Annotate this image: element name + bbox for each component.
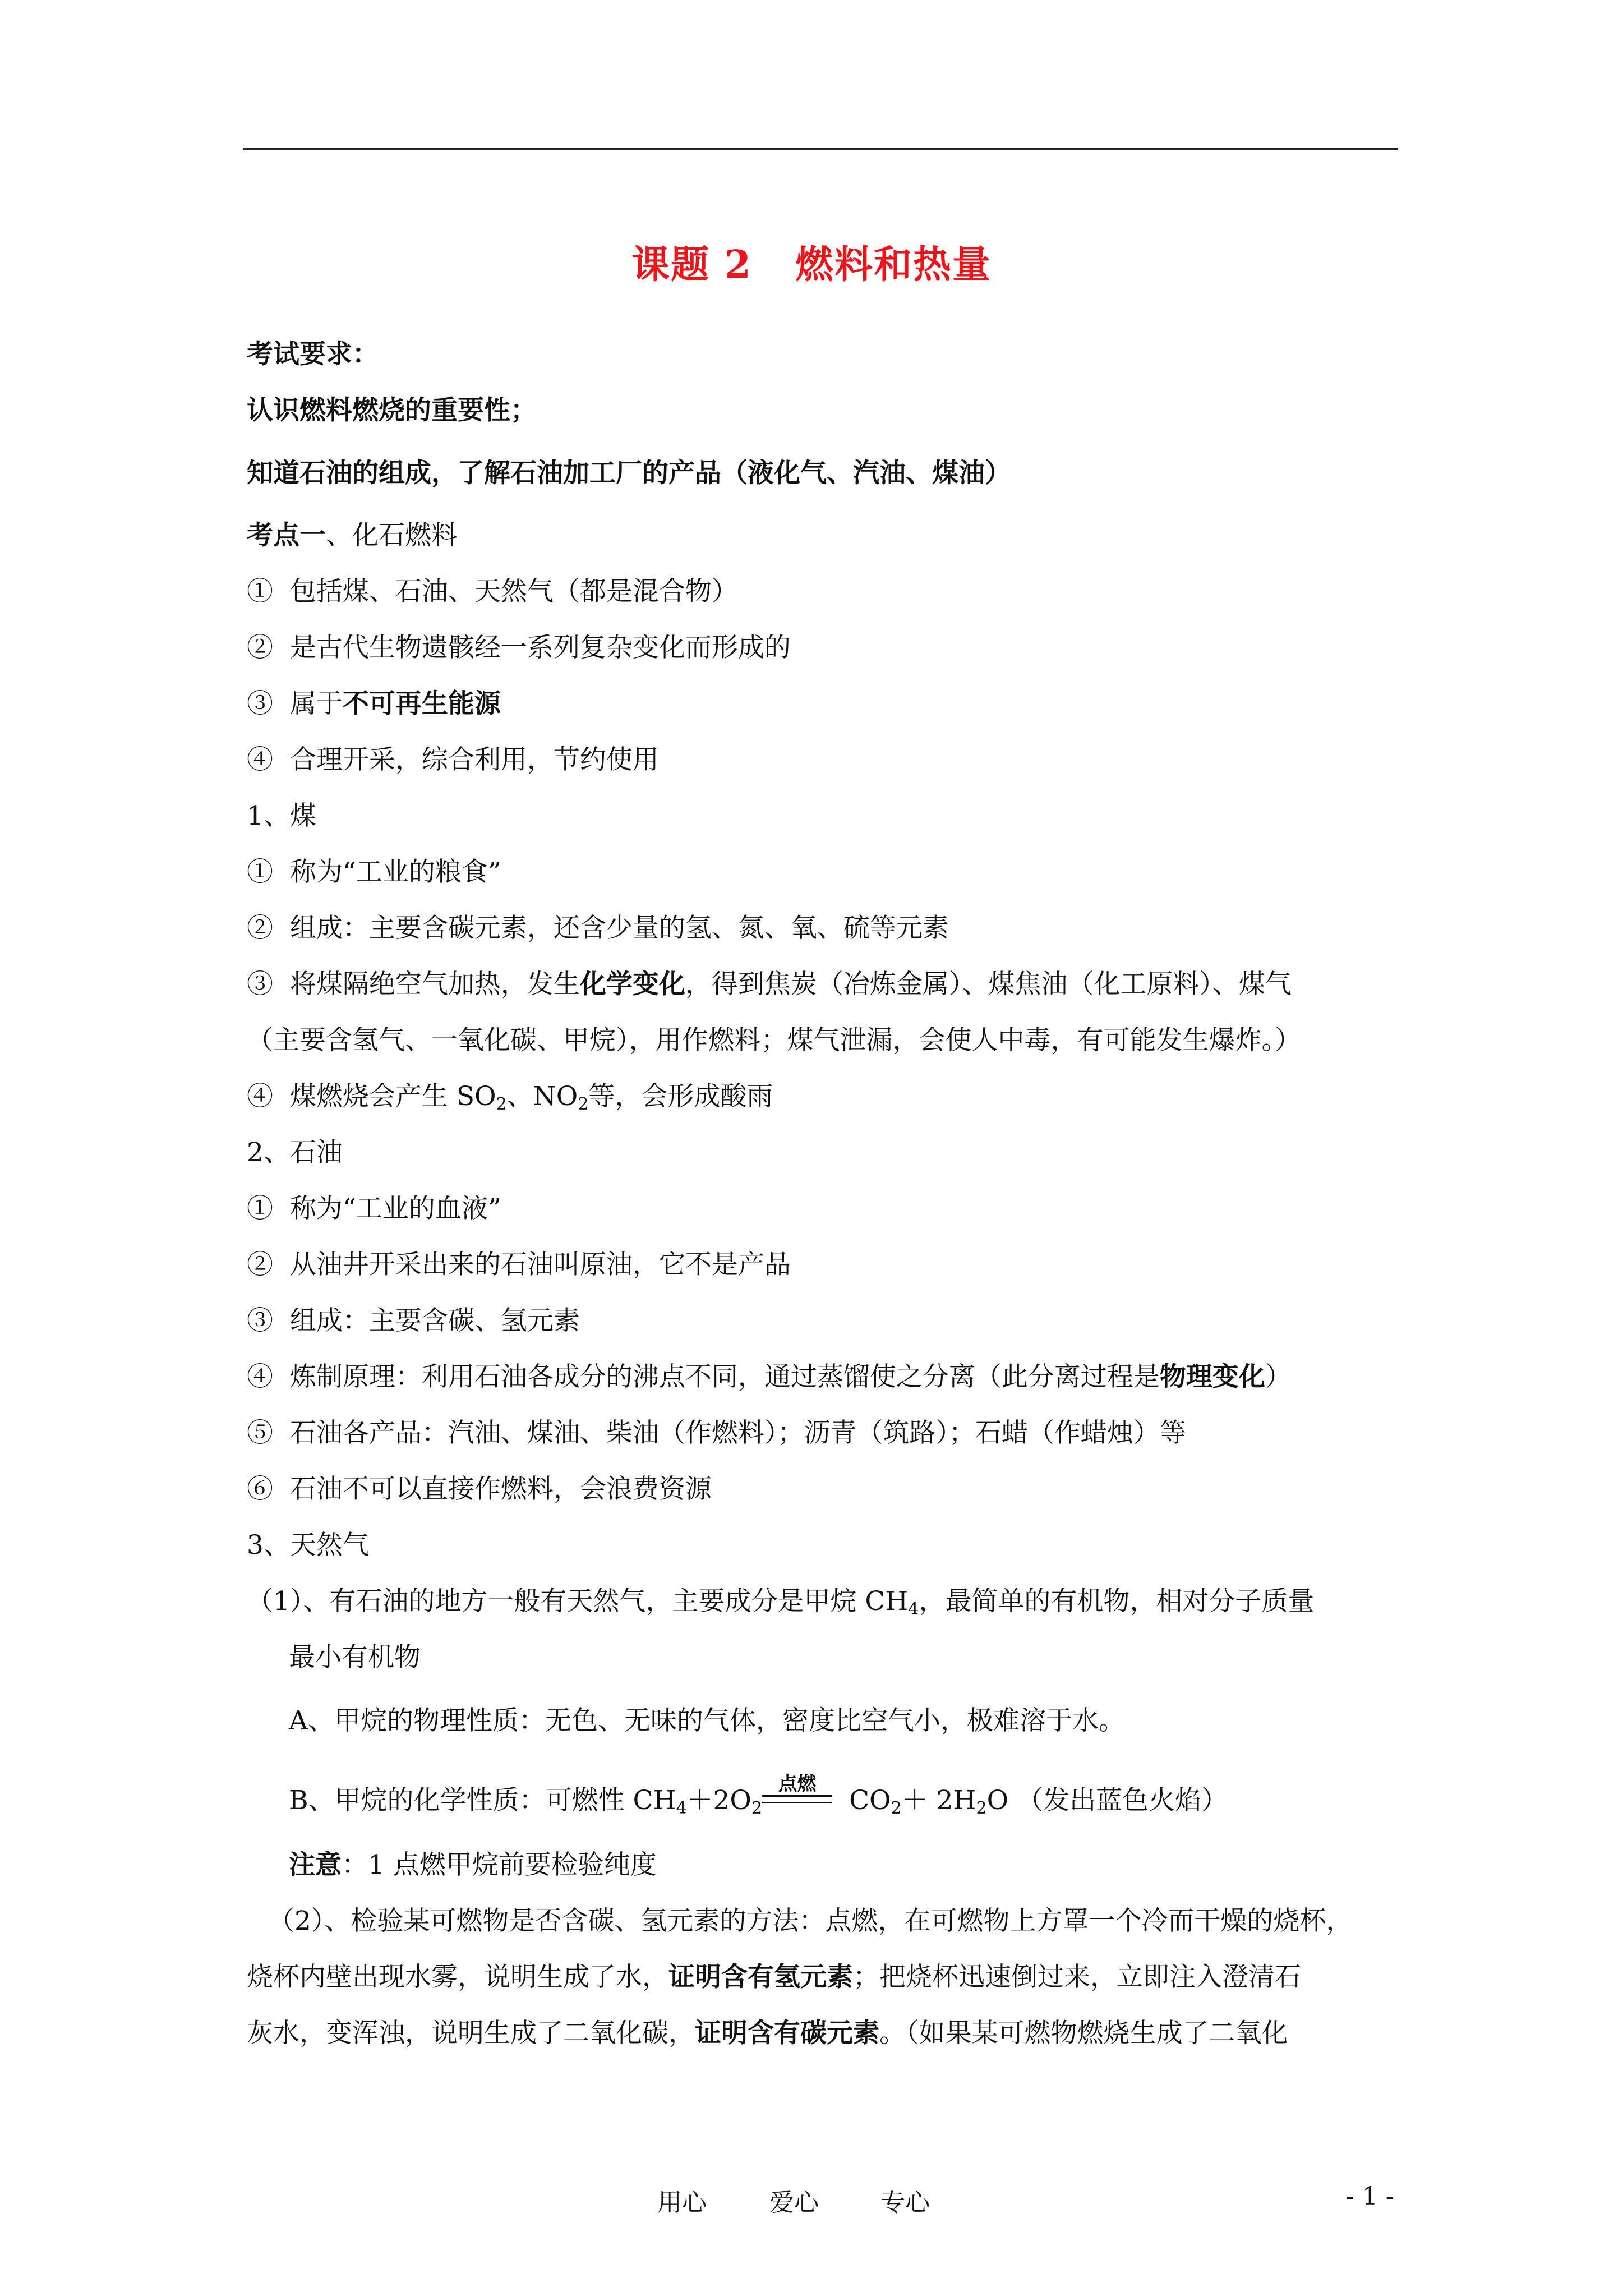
emphasis: 证明含有碳元素	[695, 2018, 879, 2049]
requirement-2: 知道石油的组成，了解石油加工厂的产品（液化气、汽油、煤油）	[247, 458, 1011, 489]
list-item: ④ 合理开采，综合利用，节约使用	[247, 744, 659, 775]
list-item: ③ 属于不可再生能源	[247, 688, 501, 719]
title-main: 燃料和热量	[795, 242, 992, 287]
paragraph: （1）、有石油的地方一般有天然气，主要成分是甲烷 $CH_4$，最简单的有机物，相对分子质量	[247, 1586, 1315, 1619]
emphasis: 化学变化	[579, 969, 685, 1000]
paragraph-continuation: 烧杯内壁出现水雾，说明生成了水，证明含有氢元素；把烧杯迅速倒过来，立即注入澄清石	[247, 1962, 1301, 1993]
page-number: - 1 -	[1346, 2182, 1394, 2211]
page-title	[0, 234, 1623, 289]
list-item: ② 是古代生物遗骸经一系列复杂变化而形成的	[247, 632, 791, 663]
exam-requirements-heading: 考试要求：	[247, 339, 379, 370]
section-label: 考点一	[247, 520, 326, 551]
list-item: ③ 将煤隔绝空气加热，发生化学变化，得到焦炭（冶炼金属）、煤焦油（化工原料）、煤气	[247, 969, 1292, 1000]
list-item: ③ 组成：主要含碳、氢元素	[247, 1305, 580, 1336]
list-item: ① 称为“工业的粮食”	[247, 857, 501, 887]
title-prefix: 课题 2	[631, 242, 752, 287]
list-item: ⑥ 石油不可以直接作燃料，会浪费资源	[247, 1474, 712, 1504]
note: 注意：1 点燃甲烷前要检验纯度	[289, 1849, 657, 1880]
footer-motto-2: 爱心	[769, 2188, 819, 2217]
list-item: ① 包括煤、石油、天然气（都是混合物）	[247, 576, 738, 607]
subsection-heading: 3、天然气	[247, 1530, 369, 1561]
header-rule	[243, 148, 1398, 150]
paragraph-continuation: 最小有机物	[289, 1642, 421, 1673]
property-chemical: B、甲烷的化学性质：可燃性 $CH_4+2O_2$ 点燃 $CO_2+ 2H_2O$ （发出蓝色火焰）	[289, 1784, 1228, 1818]
requirement-1: 认识燃料燃烧的重要性；	[247, 395, 537, 426]
emphasis: 证明含有氢元素	[668, 1962, 853, 1993]
paragraph-continuation: 灰水，变浑浊，说明生成了二氧化碳，证明含有碳元素。（如果某可燃物燃烧生成了二氧化	[247, 2018, 1288, 2049]
subsection-heading: 1、煤	[247, 800, 316, 831]
section-title: 、化石燃料	[326, 520, 458, 551]
list-item: ④ 炼制原理：利用石油各成分的沸点不同，通过蒸馏使之分离（此分离过程是物理变化）	[247, 1361, 1292, 1392]
subsection-heading: 2、石油	[247, 1137, 343, 1168]
note-label: 注意	[289, 1849, 342, 1880]
emphasis: 物理变化	[1159, 1361, 1265, 1392]
list-item: ② 组成：主要含碳元素，还含少量的氢、氮、氧、硫等元素	[247, 913, 949, 944]
property-physical: A、甲烷的物理性质：无色、无味的气体，密度比空气小，极难溶于水。	[289, 1705, 1125, 1736]
section-heading-fossil-fuels	[247, 519, 458, 553]
list-item: ② 从油井开采出来的石油叫原油，它不是产品	[247, 1249, 791, 1280]
footer-motto-1: 用心	[657, 2188, 707, 2217]
list-item: ④ 煤燃烧会产生 $SO_2$、$NO_2$等，会形成酸雨	[247, 1081, 773, 1114]
paragraph: （2）、检验某可燃物是否含碳、氢元素的方法：点燃，在可燃物上方罩一个冷而干燥的烧杯，	[268, 1906, 1353, 1936]
emphasis: 不可再生能源	[342, 688, 501, 719]
footer-motto-3: 专心	[880, 2188, 930, 2217]
list-item-continuation: （主要含氢气、一氧化碳、甲烷），用作燃料；煤气泄漏，会使人中毒，有可能发生爆炸。）	[247, 1025, 1301, 1056]
list-item: ⑤ 石油各产品：汽油、煤油、柴油（作燃料）；沥青（筑路）；石蜡（作蜡烛）等	[247, 1418, 1186, 1448]
list-item: ① 称为“工业的血液”	[247, 1193, 501, 1224]
reaction-arrow	[762, 1773, 832, 1816]
reaction-condition: 点燃	[778, 1773, 817, 1795]
